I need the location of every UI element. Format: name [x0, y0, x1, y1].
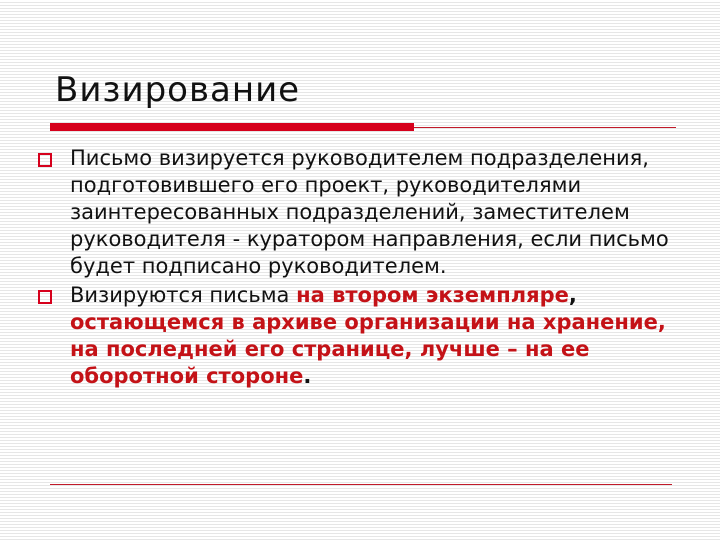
bullet-2-emphasis-continued: остающемся в архиве организации на хранение, на последней его странице, лучше – на ее оборотной стороне	[70, 310, 666, 388]
bullet-2-lead: Визируются письма	[70, 283, 297, 307]
bullet-2-comma: ,	[568, 283, 577, 307]
hollow-square-bullet-icon	[38, 153, 52, 167]
bullet-2-period: .	[303, 364, 312, 388]
bullet-1-text: Письмо визируется руководителем подразделения, подготовившего его проект, руководителями заинтересованных подразделений, заместителем руководителя - куратором направления, если письмо будет подписано руководителем.	[70, 146, 669, 278]
hollow-square-bullet-icon	[38, 290, 52, 304]
footer-divider	[50, 484, 672, 485]
title-underline-thin	[414, 127, 676, 128]
slide-content	[38, 145, 688, 392]
title-underline-thick	[50, 123, 414, 131]
bullet-item-2	[38, 282, 688, 390]
bullet-item-1	[38, 145, 688, 280]
bullet-2-emphasis: на втором экземпляре	[296, 283, 569, 307]
slide-title: Визирование	[55, 70, 301, 110]
